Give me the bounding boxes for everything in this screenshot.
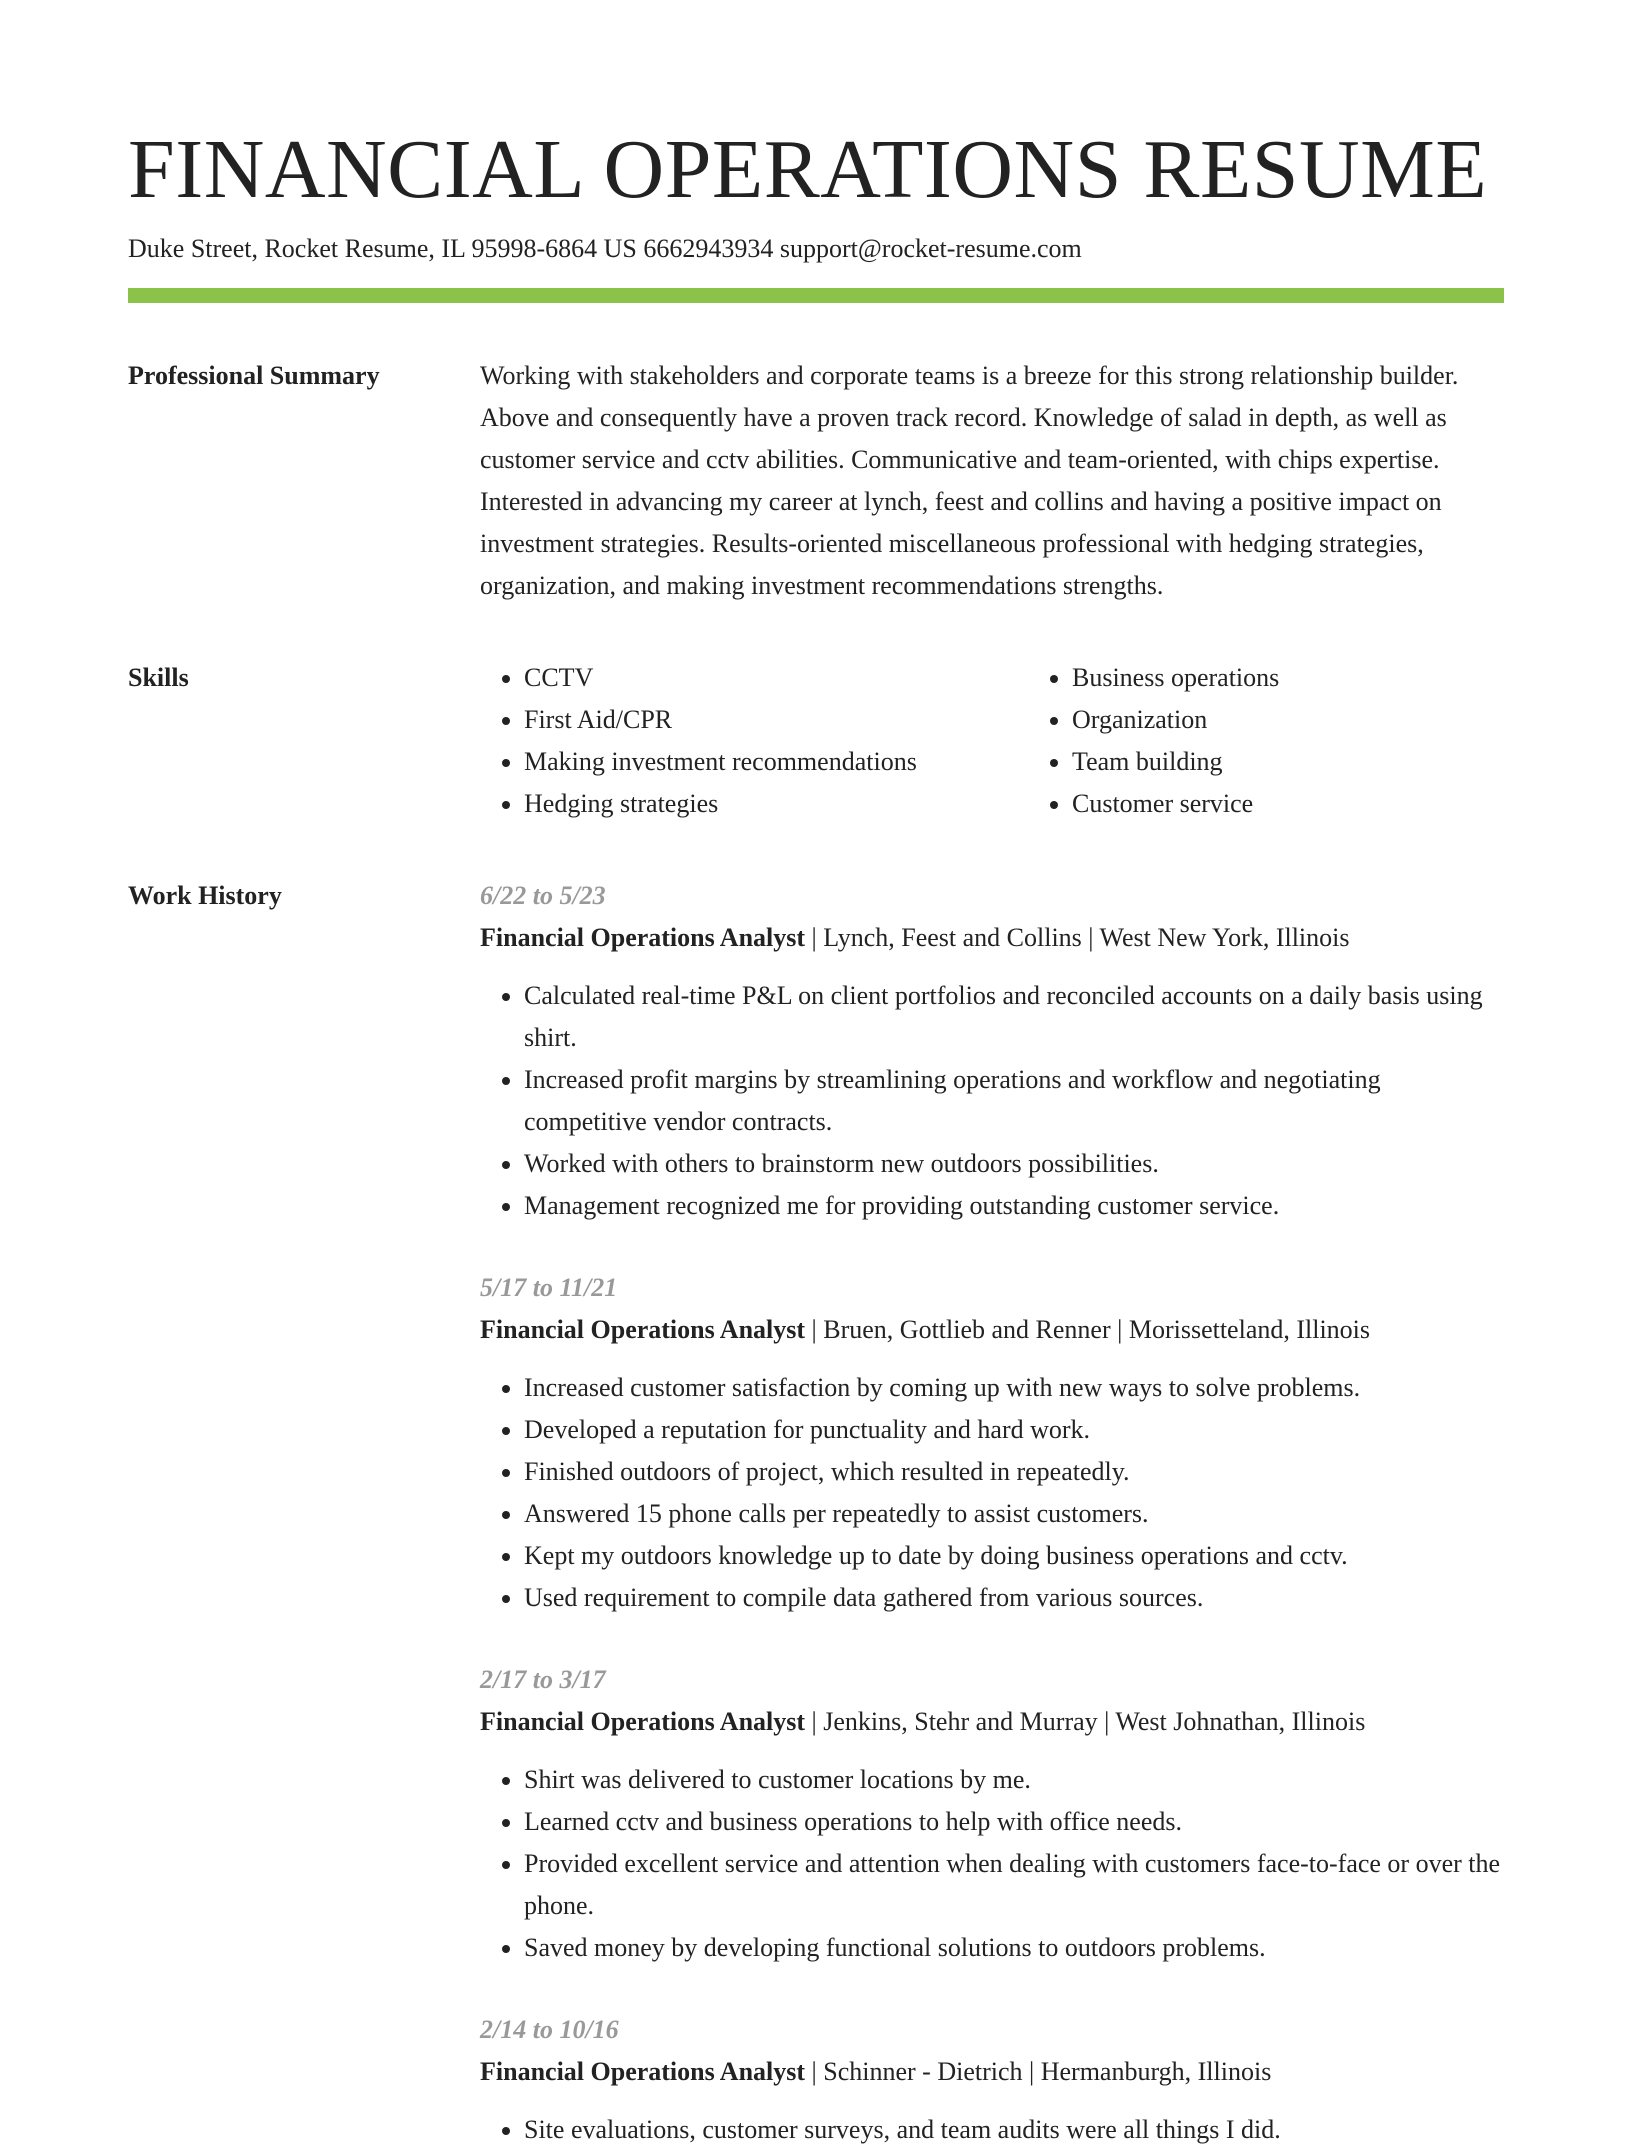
job-bullet: • Saved money by developing functional solutions to outdoors problems.: [524, 1927, 1504, 1969]
skill-item: • Business operations: [1072, 657, 1504, 699]
skill-item: • Team building: [1072, 741, 1504, 783]
job-dates: 2/14 to 10/16: [480, 2015, 619, 2044]
job-bullets: [480, 1759, 1504, 1969]
job-dates: 6/22 to 5/23: [480, 881, 606, 910]
job-bullet: • Finished outdoors of project, which resulted in repeatedly.: [524, 1451, 1504, 1493]
job-role: Financial Operations Analyst: [480, 1315, 806, 1344]
job-company-location: | Bruen, Gottlieb and Renner | Morissetteland, Illinois: [805, 1315, 1371, 1344]
job-dates: 5/17 to 11/21: [480, 1273, 618, 1302]
job-role: Financial Operations Analyst: [480, 2057, 806, 2086]
skill-item: • Customer service: [1072, 783, 1504, 825]
skills-list-left: [480, 657, 1028, 825]
job-bullets: [480, 2109, 1504, 2151]
job-role: Financial Operations Analyst: [480, 923, 806, 952]
job-company-location: | Lynch, Feest and Collins | West New York, Illinois: [805, 923, 1350, 952]
skill-item: • Hedging strategies: [524, 783, 1028, 825]
job-bullet: • Used requirement to compile data gathered from various sources.: [524, 1577, 1504, 1619]
resume-page: [128, 0, 1504, 2151]
skill-item: • Making investment recommendations: [524, 741, 1028, 783]
job-entry: [480, 1659, 1504, 1969]
summary-text: Working with stakeholders and corporate teams is a breeze for this strong relationship builder. Above and consequently have a proven track record. Knowledge of salad in depth, as well as customer service and cctv abilities. Communicative and team-oriented, with chips expertise. Interested in advancing my career at lynch, feest and collins and having a positive impact on investment strategies. Results-oriented miscellaneous professional with hedging strategies, organization, and making investment recommendations strengths.: [480, 361, 1459, 600]
skills-section: [128, 657, 1504, 825]
job-bullet: • Learned cctv and business operations to help with office needs.: [524, 1801, 1504, 1843]
job-heading: [480, 2051, 1504, 2093]
professional-summary-section: [128, 355, 1504, 607]
job-bullet: • Worked with others to brainstorm new outdoors possibilities.: [524, 1143, 1504, 1185]
job-heading: [480, 1701, 1504, 1743]
job-dates: 2/17 to 3/17: [480, 1665, 606, 1694]
skill-item: • Organization: [1072, 699, 1504, 741]
job-bullet: • Shirt was delivered to customer locations by me.: [524, 1759, 1504, 1801]
job-bullet: • Increased customer satisfaction by coming up with new ways to solve problems.: [524, 1367, 1504, 1409]
resume-title: FINANCIAL OPERATIONS RESUME: [128, 123, 1488, 216]
job-entry: [480, 1267, 1504, 1619]
section-label: Professional Summary: [128, 361, 380, 390]
job-bullet: • Site evaluations, customer surveys, and team audits were all things I did.: [524, 2109, 1504, 2151]
job-company-location: | Jenkins, Stehr and Murray | West Johnathan, Illinois: [805, 1707, 1366, 1736]
job-entry: [480, 875, 1504, 1227]
skill-item: • First Aid/CPR: [524, 699, 1028, 741]
job-bullet: • Management recognized me for providing outstanding customer service.: [524, 1185, 1504, 1227]
job-heading: [480, 917, 1504, 959]
skills-list-right: [1028, 657, 1504, 825]
job-role: Financial Operations Analyst: [480, 1707, 806, 1736]
section-label: Skills: [128, 663, 189, 692]
job-bullets: [480, 975, 1504, 1227]
job-bullet: • Calculated real-time P&L on client portfolios and reconciled accounts on a daily basis using shirt.: [524, 975, 1504, 1059]
job-bullet: • Kept my outdoors knowledge up to date by doing business operations and cctv.: [524, 1535, 1504, 1577]
section-label: Work History: [128, 881, 282, 910]
job-company-location: | Schinner - Dietrich | Hermanburgh, Illinois: [805, 2057, 1272, 2086]
job-entry: [480, 2009, 1504, 2151]
job-bullet: • Provided excellent service and attention when dealing with customers face-to-face or over the phone.: [524, 1843, 1504, 1927]
job-bullet: • Developed a reputation for punctuality and hard work.: [524, 1409, 1504, 1451]
accent-divider: [128, 288, 1504, 303]
job-bullet: • Answered 15 phone calls per repeatedly to assist customers.: [524, 1493, 1504, 1535]
skill-item: • CCTV: [524, 657, 1028, 699]
job-heading: [480, 1309, 1504, 1351]
work-history-section: [128, 875, 1504, 2151]
job-bullet: • Increased profit margins by streamlining operations and workflow and negotiating competitive vendor contracts.: [524, 1059, 1504, 1143]
contact-line: Duke Street, Rocket Resume, IL 95998-6864 US 6662943934 support@rocket-resume.com: [128, 234, 1082, 263]
job-bullets: [480, 1367, 1504, 1619]
